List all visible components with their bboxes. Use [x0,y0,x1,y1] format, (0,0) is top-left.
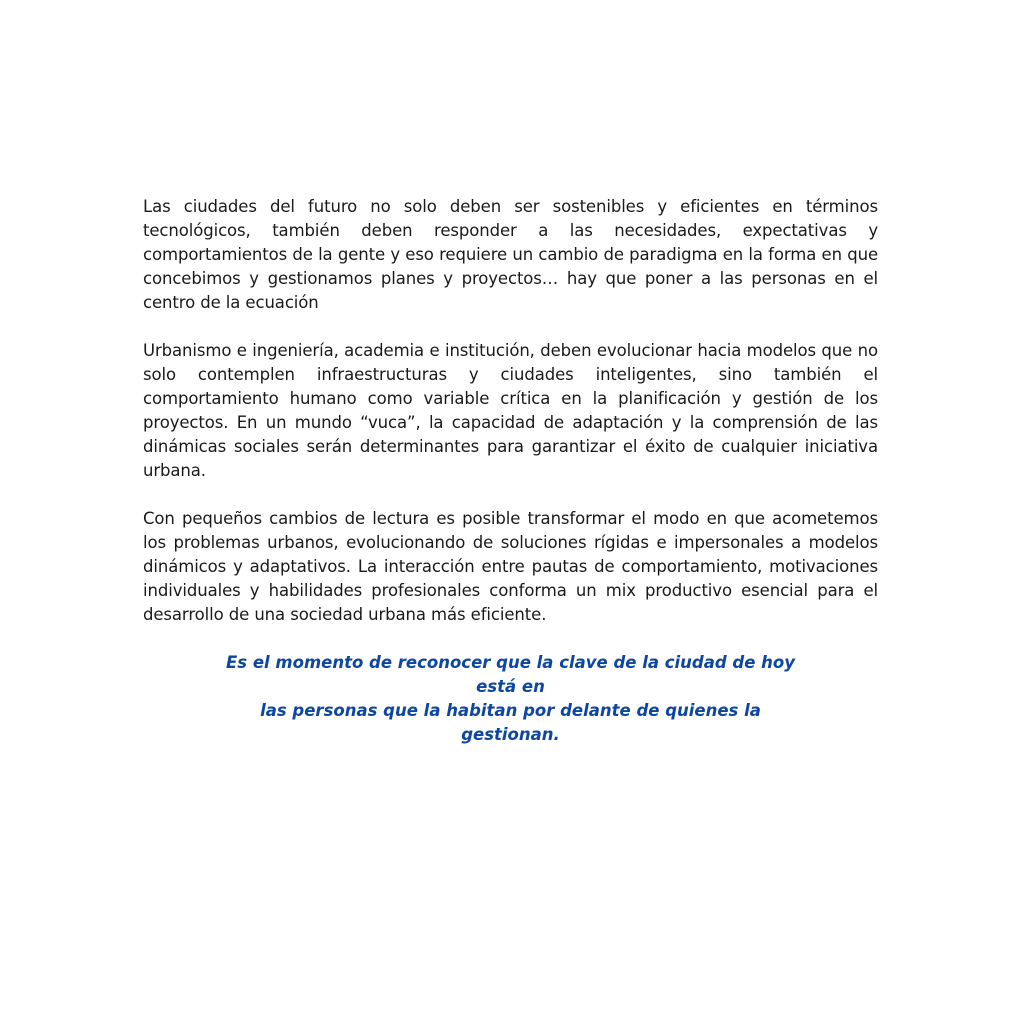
paragraph-1: Las ciudades del futuro no solo deben ser sostenibles y eficientes en términos tecnológicos, también deben responder a las necesidades, expectativas y comportamientos de la gente y eso requiere un cambio de paradigma en la forma en que concebimos y gestionamos planes y proyectos… hay que poner a las personas en el centro de la ecuación [143,197,878,312]
quote-line-2: las personas que la habitan por delante de quienes la gestionan. [260,701,761,744]
document-body [143,195,878,747]
highlight-quote [143,651,878,747]
quote-line-1: Es el momento de reconocer que la clave de la ciudad de hoy está en [225,653,796,696]
paragraph-3: Con pequeños cambios de lectura es posible transformar el modo en que acometemos los problemas urbanos, evolucionando de soluciones rígidas e impersonales a modelos dinámicos y adaptativos. La interacción entre pautas de comportamiento, motivaciones individuales y habilidades profesionales conforma un mix productivo esencial para el desarrollo de una sociedad urbana más eficiente. [143,509,878,624]
paragraph-2: Urbanismo e ingeniería, academia e institución, deben evolucionar hacia modelos que no solo contemplen infraestructuras y ciudades inteligentes, sino también el comportamiento humano como variable crítica en la planificación y gestión de los proyectos. En un mundo “vuca”, la capacidad de adaptación y la comprensión de las dinámicas sociales serán determinantes para garantizar el éxito de cualquier iniciativa urbana. [143,341,878,480]
